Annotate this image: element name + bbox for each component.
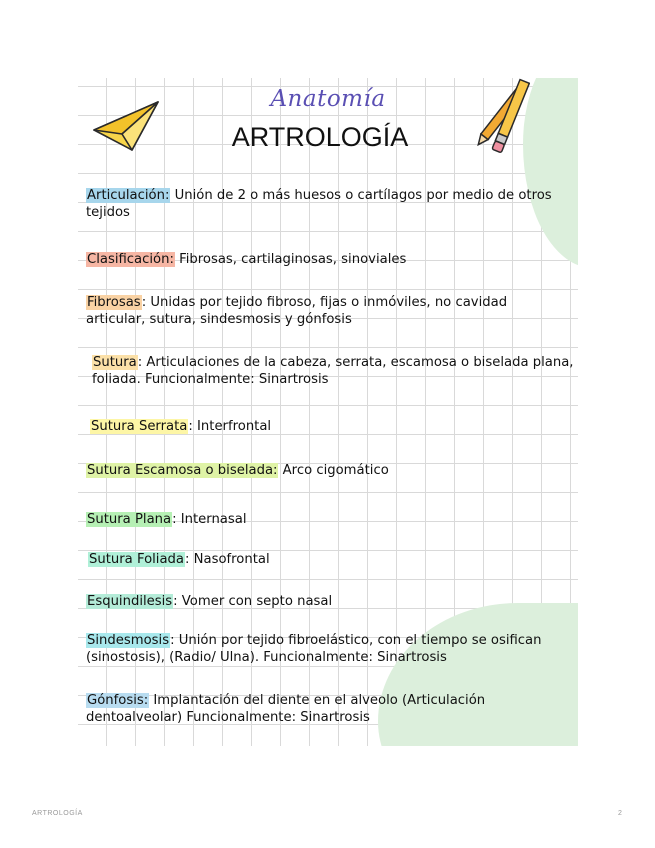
page-number: 2	[618, 810, 622, 817]
page-title: ARTROLOGÍA	[231, 122, 409, 152]
subtitle: Anatomía	[270, 86, 386, 112]
definition-text: : Internasal	[172, 512, 247, 527]
entry-sutura-serrata	[90, 418, 566, 435]
term-label: Gónfosis:	[87, 693, 149, 708]
definition-text: : Interfrontal	[188, 419, 272, 434]
term-label: Sindesmosis	[87, 633, 170, 648]
term-label: Sutura Serrata	[91, 419, 188, 434]
term-label: Sutura Escamosa o biselada:	[87, 463, 278, 478]
entry-sutura	[92, 354, 578, 388]
definition-text: : Unidas por tejido fibroso, fijas o inmóviles, no cavidad articular, sutura, sindesmosis y gónfosis	[86, 295, 508, 327]
term-label: Sutura	[93, 355, 137, 370]
entry-clasificacion	[86, 251, 562, 268]
footer-label: ARTROLOGÍA	[32, 810, 83, 817]
definition-text: Arco cigomático	[278, 463, 389, 478]
entry-sindesmosis	[86, 632, 562, 666]
entry-sutura-escamosa	[86, 462, 562, 479]
entry-articulacion	[86, 187, 562, 221]
entry-esquindilesis	[86, 593, 562, 610]
term-label: Sutura Foliada	[89, 552, 184, 567]
entry-sutura-plana	[86, 511, 562, 528]
term-label: Sutura Plana	[87, 512, 172, 527]
entry-fibrosas	[86, 294, 562, 328]
term-label: Articulación:	[87, 188, 170, 203]
definition-text: : Nasofrontal	[185, 552, 270, 567]
term-label: Fibrosas	[87, 295, 141, 310]
notebook-sheet	[78, 78, 578, 746]
term-label: Esquindilesis	[87, 594, 173, 609]
entry-gonfosis	[86, 692, 562, 726]
entry-sutura-foliada	[88, 551, 564, 568]
definition-text: Unión de 2 o más huesos o cartílagos por medio de otros tejidos	[86, 188, 552, 220]
term-label: Clasificación:	[87, 252, 174, 267]
definition-text: : Articulaciones de la cabeza, serrata, escamosa o biselada plana, foliada. Funcionalmente: Sinartrosis	[92, 355, 574, 387]
definition-text: Fibrosas, cartilaginosas, sinoviales	[174, 252, 407, 267]
definition-text: Implantación del diente en el alveolo (Articulación dentoalveolar) Funcionalmente: Sinartrosis	[86, 693, 486, 725]
definition-text: : Vomer con septo nasal	[173, 594, 333, 609]
definition-text: : Unión por tejido fibroelástico, con el tiempo se osifican (sinostosis), (Radio/ Ulna). Funcionalmente: Sinartrosis	[86, 633, 542, 665]
